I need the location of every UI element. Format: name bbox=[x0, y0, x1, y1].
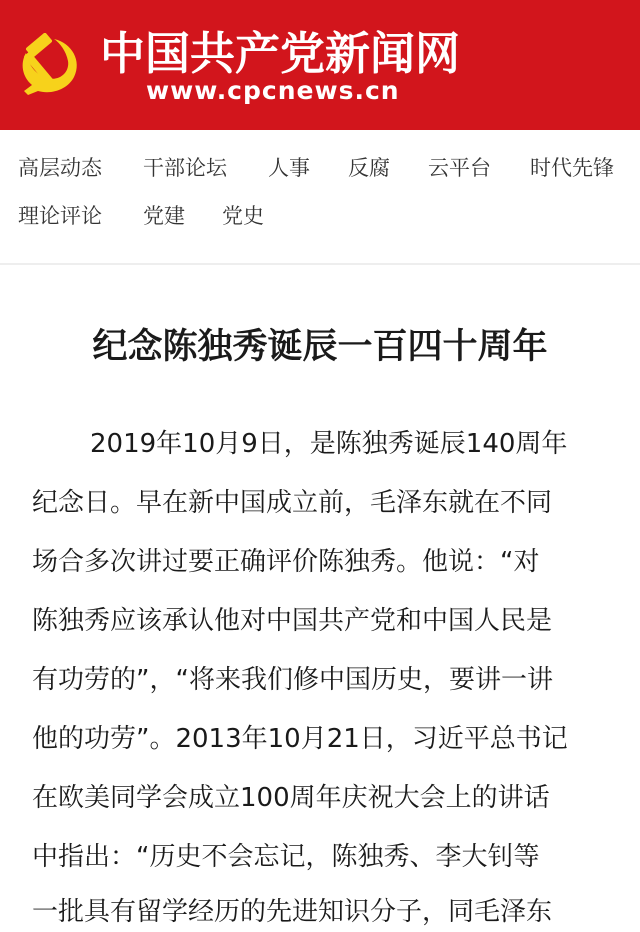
article-line: 陈独秀应该承认他对中国共产党和中国人民是 bbox=[32, 606, 553, 636]
article bbox=[0, 265, 640, 932]
article-line: 场合多次讲过要正确评价陈独秀。他说：“对 bbox=[32, 547, 540, 577]
article-line: 2019年10月9日，是陈独秀诞辰140周年 bbox=[90, 429, 568, 459]
article-line: 纪念日。早在新中国成立前，毛泽东就在不同 bbox=[32, 488, 553, 518]
nav-item-lilun[interactable]: 理论评论 bbox=[18, 204, 102, 228]
site-title[interactable]: 中国共产党新闻网 bbox=[100, 27, 461, 80]
nav-item-shidai[interactable]: 时代先锋 bbox=[530, 156, 614, 180]
nav-item-gaoceng[interactable]: 高层动态 bbox=[18, 156, 102, 180]
article-line: 有功劳的”，“将来我们修中国历史，要讲一讲 bbox=[32, 665, 553, 695]
article-line: 一批具有留学经历的先进知识分子，同毛泽东 bbox=[32, 897, 553, 927]
nav-item-fanfu[interactable]: 反腐 bbox=[348, 156, 390, 180]
nav-item-ganbu[interactable]: 干部论坛 bbox=[143, 156, 227, 180]
article-line: 中指出：“历史不会忘记，陈独秀、李大钊等 bbox=[32, 842, 540, 872]
article-line: 在欧美同学会成立100周年庆祝大会上的讲话 bbox=[32, 783, 550, 813]
site-url[interactable]: www.cpcnews.cn bbox=[146, 76, 400, 105]
nav-item-dangshi[interactable]: 党史 bbox=[222, 204, 264, 228]
site-header bbox=[0, 0, 640, 130]
hammer-sickle-icon[interactable] bbox=[14, 33, 86, 97]
nav-menu bbox=[0, 130, 640, 263]
nav-item-dangjian[interactable]: 党建 bbox=[143, 204, 185, 228]
nav-item-yunpingtai[interactable]: 云平台 bbox=[428, 156, 491, 180]
nav-item-renshi[interactable]: 人事 bbox=[268, 156, 310, 180]
article-title: 纪念陈独秀诞辰一百四十周年 bbox=[92, 327, 548, 367]
article-line: 他的功劳”。2013年10月21日，习近平总书记 bbox=[32, 724, 568, 754]
